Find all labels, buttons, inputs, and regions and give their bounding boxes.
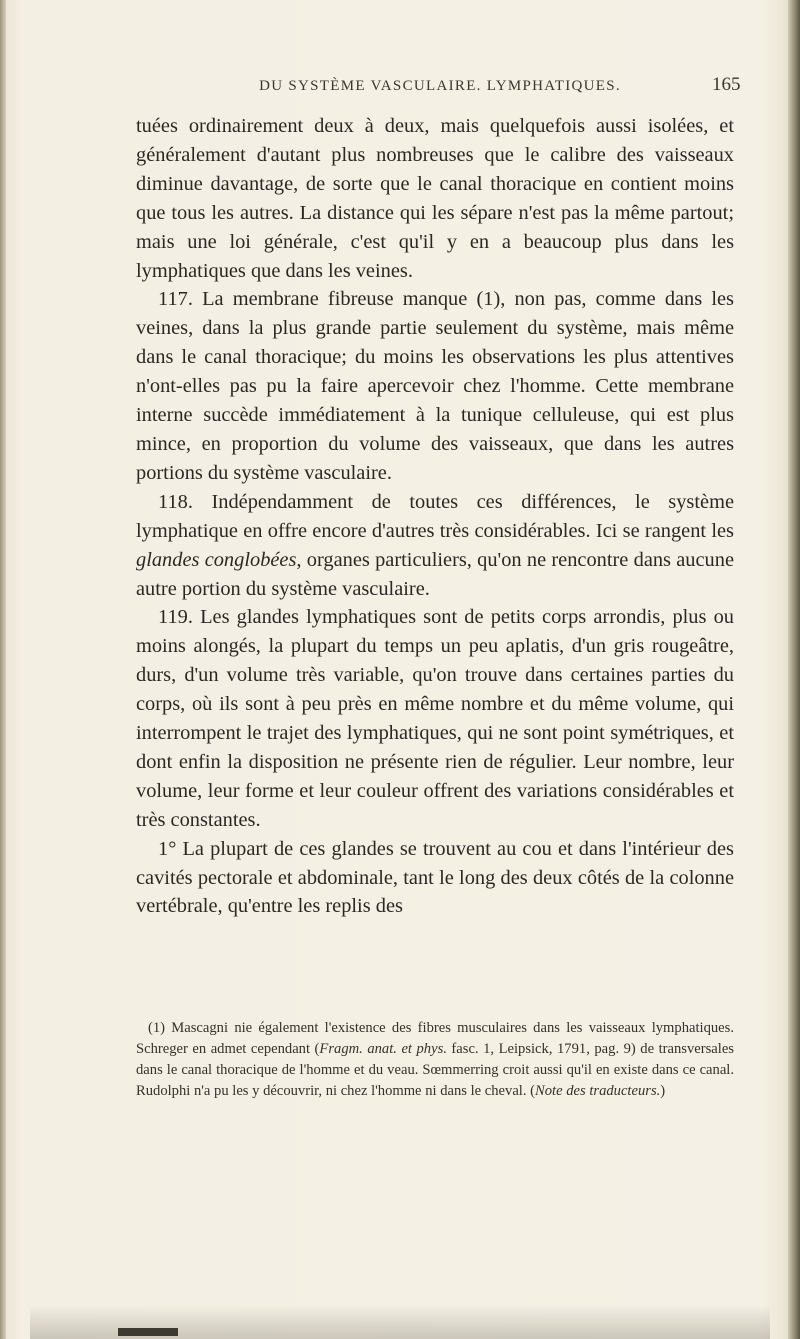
footnote-1-text-middle: fasc. 1, Leipsick, 1791, pag. 9) de transversales dans le canal thoracique de l'homme et du veau. Sœmmerring croit aussi qu'il en existe dans ce canal. Rudolphi n'a pu les y découvrir, ni chez l'homme ni dans le cheval. ( [136, 1041, 734, 1099]
footnote-1-note-attribution: Note des traducteurs. [535, 1083, 661, 1099]
paragraph-118 [136, 488, 734, 604]
footnote-1 [136, 1018, 734, 1102]
footnotes [136, 1018, 734, 1102]
paragraph-119: 119. Les glandes lymphatiques sont de petits corps arrondis, plus ou moins alongés, la plupart du temps un peu aplatis, d'un gris rougeâtre, durs, d'un volume très variable, qu'on trouve dans certaines parties du corps, où ils sont à peu près en même nombre et du même volume, qui interrompent le trajet des lymphatiques, qui ne sont point symétriques, et dont enfin la disposition ne présente rien de régulier. Leur nombre, leur volume, leur forme et leur couleur offrent des variations considérables et très constantes. [136, 606, 734, 831]
paragraph-118-text-start: 118. Indépendamment de toutes ces différences, le système lymphatique en offre encore d'autres très considérables. Ici se rangent les [136, 490, 734, 542]
paragraph-117: 117. La membrane fibreuse manque (1), non pas, comme dans les veines, dans la plus grande partie seulement du système, mais même dans le canal thoracique; du moins les observations les plus attentives n'ont-elles pas pu la faire apercevoir chez l'homme. Cette membrane interne succède immédiatement à la tunique celluleuse, qui est plus mince, en proportion du volume des vaisseaux, que dans les autres portions du système vasculaire. [136, 288, 734, 484]
page-gutter-left [0, 0, 6, 1339]
scan-corner-mark [118, 1328, 178, 1336]
footnote-1-text-end: ) [660, 1083, 666, 1099]
paragraph-point-1: 1° La plupart de ces glandes se trouvent au cou et dans l'intérieur des cavités pectorale et abdominale, tant le long des deux côtés de la colonne vertébrale, qu'entre les replis des [136, 837, 734, 918]
paragraph-118-text-end: , organes particuliers, qu'on ne rencontre dans aucune autre portion du système vasculaire. [136, 548, 734, 600]
page-edge-right [788, 0, 800, 1339]
paragraph-continuation: tuées ordinairement deux à deux, mais quelquefois aussi isolées, et généralement d'autant plus nombreuses que le calibre des vaisseaux diminue davantage, de sorte que le canal thoracique en contient moins que tous les autres. La distance qui les sépare n'est pas la même partout; mais une loi générale, c'est qu'il y en a beaucoup plus dans les lymphatiques que dans les veines. [136, 115, 734, 282]
footnote-1-text-start: (1) Mascagni nie également l'existence des fibres musculaires dans les vaisseaux lymphatiques. Schreger en admet cependant ( [136, 1020, 734, 1057]
footnote-1-citation: Fragm. anat. et phys. [319, 1041, 447, 1057]
body-text [136, 112, 734, 921]
running-head: DU SYSTÈME VASCULAIRE. LYMPHATIQUES. [259, 78, 621, 94]
paragraph-118-emphasis: glandes conglobées [136, 548, 297, 571]
page-number: 165 [712, 74, 741, 95]
